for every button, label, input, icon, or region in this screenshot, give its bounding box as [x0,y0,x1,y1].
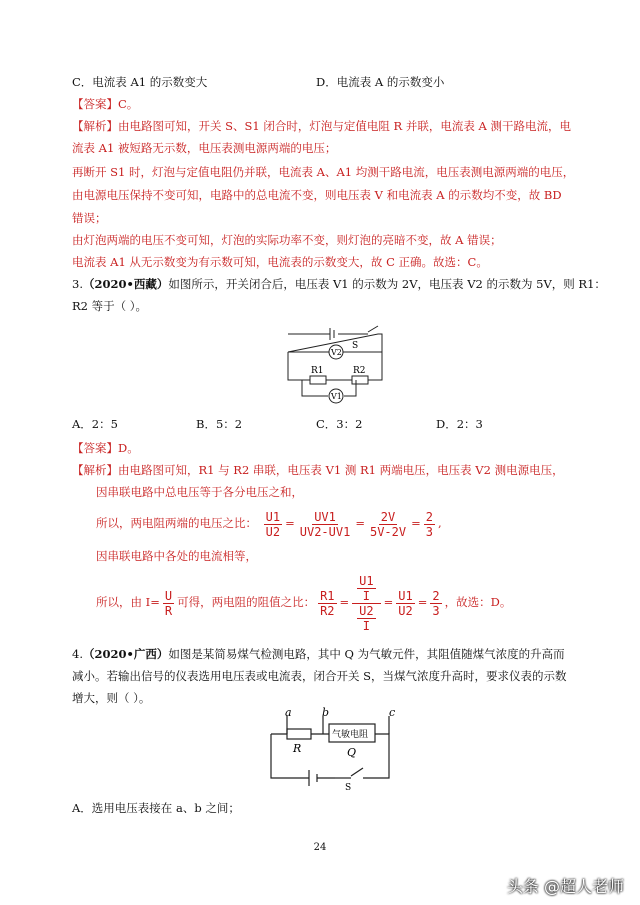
fraction: $\frac{2V}{5V-2V}$ [369,509,407,539]
analysis-line: 因串联电路中总电压等于各分电压之和， [96,485,303,499]
equation-prefix: 所以，两电阻两端的电压之比： [96,516,257,530]
analysis-line: 由电源电压保持不变可知，电路中的总电流不变，则电压表 V 和电流表 A 的示数均不变，故 BD [72,188,562,202]
question-number: 4. [72,647,83,661]
question-text: 如图所示，开关闭合后，电压表 V1 的示数为 2V，电压表 V2 的示数为 5V，则 R1： [168,277,606,291]
analysis-line: 因串联电路中各处的电流相等， [96,549,257,563]
option-d: D．电流表 A 的示数变小 [316,75,445,89]
answer-q3: 【答案】D。 [72,441,139,455]
switch-label: S [352,341,359,351]
fraction: $\frac{UV1}{UV2-UV1}$ [299,509,351,539]
question-3-stem [72,276,606,292]
compound-fraction: $\frac{\frac{U1}{I}}{\frac{U2}{I}}$ [352,574,380,633]
question-source: （2020•广西） [82,647,169,661]
fraction: $\frac{2}{3}$ [432,588,440,618]
equation-resistance-ratio: 所以，由 I= $\frac{U}{R}$ 可得，两电阻的阻值之比： $\frac{R1}{R2}$ = $\frac{\frac{U1}{I}}{\frac{U2}{I}}$ = $\frac{U1}{U2}$ = $\frac{2}{3}$ ，故选：D。 [96,573,512,633]
gas-sensor-label: 气敏电阻 [332,730,369,740]
analysis-line: 错误； [72,211,107,225]
circuit-diagram-q4 [265,706,410,790]
question-4-stem-3: 增大，则（ ）。 [72,691,151,705]
circuit-diagram-q3 [280,318,390,410]
analysis-line: 流表 A1 被短路无示数，电压表测电源两端的电压； [72,141,337,155]
resistor-r1-label: R1 [311,366,324,376]
analysis-line: 【解析】由电路图可知，R1 与 R2 串联，电压表 V1 测 R1 两端电压，电压表 V2 测电源电压， [72,463,564,477]
option-d: D．2：3 [436,417,483,431]
resistor-r-label: R [293,742,302,755]
analysis-line: 【解析】由电路图可知，开关 S、S1 闭合时，灯泡与定值电阻 R 并联，电流表 A 测干路电流，电 [72,119,571,133]
equation-mid: 可得，两电阻的阻值之比： [177,595,316,609]
analysis-line: 电流表 A1 从无示数变为有示数可知，电流表的示数变大，故 C 正确。故选：C。 [72,255,488,269]
watermark: 头条 @超人老师 [506,877,624,896]
option-a: A．2：5 [72,417,118,431]
switch-label: S [345,783,352,790]
voltmeter-v1-label: V1 [331,392,342,401]
terminal-a-label: a [285,706,292,719]
question-text: 如图是某简易煤气检测电路，其中 Q 为气敏元件，其阻值随煤气浓度的升高而 [168,647,565,661]
fraction: $\frac{R1}{R2}$ [320,588,335,618]
terminal-b-label: b [322,706,330,719]
question-4-stem-2: 减小。若输出信号的仪表选用电压表或电流表，闭合开关 S，当煤气浓度升高时，要求仪表的示数 [72,669,567,683]
resistor-r2-label: R2 [353,366,366,376]
question-4-stem [72,646,565,662]
equation-voltage-ratio: 所以，两电阻两端的电压之比： $\frac{U1}{U2}$ = $\frac{UV1}{UV2-UV1}$ = $\frac{2V}{5V-2V}$ = $\frac{2}{3}$ , [96,509,442,539]
analysis-line: 由灯泡两端的电压不变可知，灯泡的实际功率不变，则灯泡的亮暗不变，故 A 错误； [72,233,502,247]
answer-q2: 【答案】C。 [72,97,139,111]
analysis-line: 再断开 S1 时，灯泡与定值电阻仍并联，电流表 A、A1 均测干路电流，电压表测电源两端的电压， [72,165,575,179]
question-number: 3. [72,277,83,291]
option-b: B．5：2 [196,417,243,431]
equation-suffix: ，故选：D。 [444,595,512,609]
equation-prefix: 所以，由 I= [96,595,160,609]
question-3-stem-2: R2 等于（ ）。 [72,299,148,313]
fraction: $\frac{U1}{U2}$ [398,588,413,618]
fraction: $\frac{U}{R}$ [164,588,173,618]
sensor-q-label: Q [347,746,357,759]
question-source: （2020•西藏） [82,277,169,291]
option-c: C．3：2 [316,417,363,431]
fraction: $\frac{2}{3}$ [425,509,433,539]
terminal-c-label: c [389,706,396,719]
option-c: C．电流表 A1 的示数变大 [72,75,208,89]
voltmeter-v2-label: V2 [331,348,342,357]
page-number: 24 [313,842,327,853]
option-a: A．选用电压表接在 a、b 之间； [72,801,240,815]
fraction: $\frac{U1}{U2}$ [265,509,281,539]
